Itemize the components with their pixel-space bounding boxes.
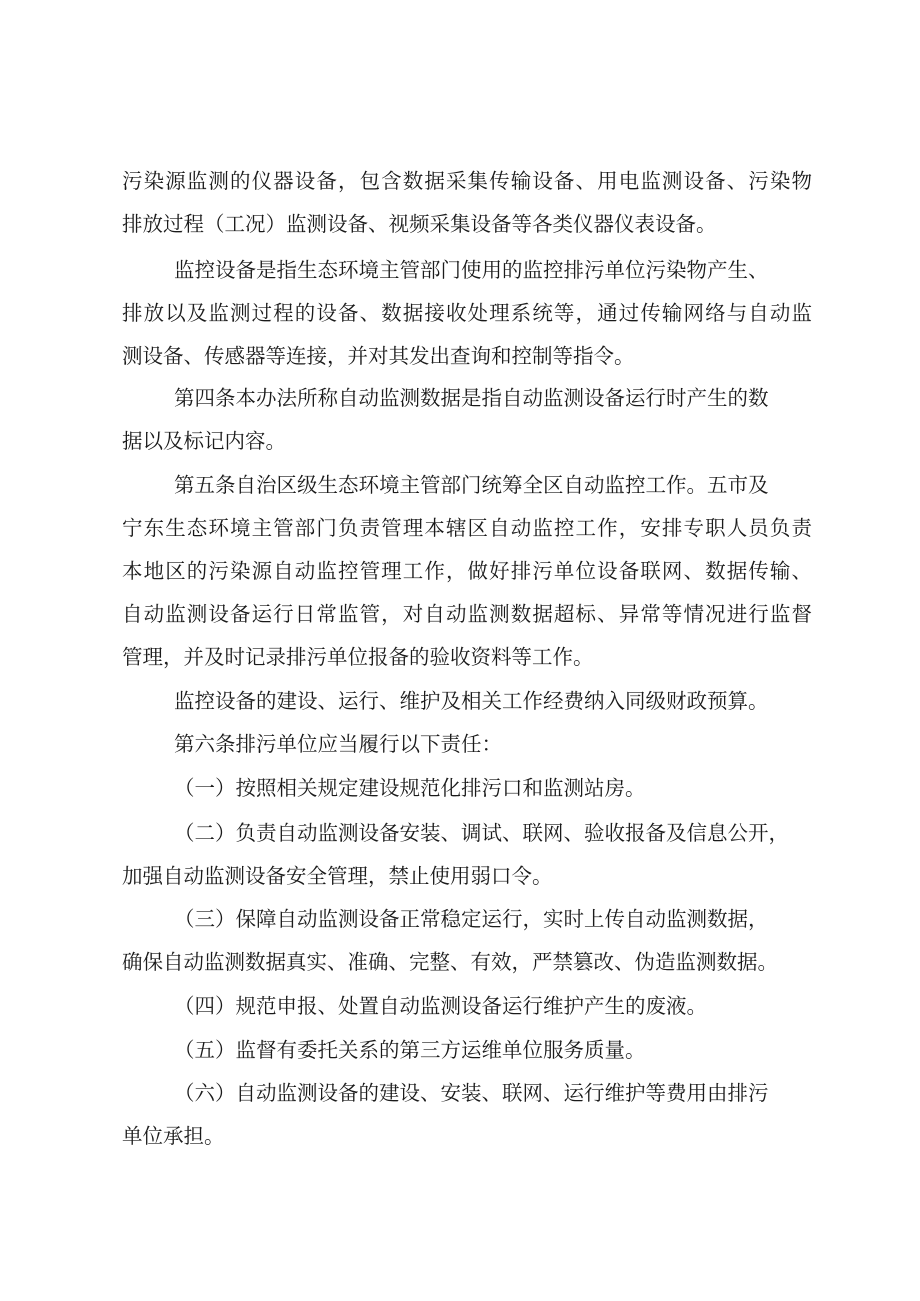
paragraph-instrument-equipment — [122, 160, 812, 246]
text-line: 测设备、传感器等连接，并对其发出查询和控制等指令。 — [122, 344, 635, 368]
list-item-4 — [122, 985, 812, 1028]
text-line: 监控设备是指生态环境主管部门使用的监控排污单位污染物产生、 — [174, 258, 769, 282]
list-item-2 — [122, 812, 812, 898]
list-item-3 — [122, 898, 812, 984]
text-line: （四）规范申报、处置自动监测设备运行维护产生的废液。 — [174, 994, 707, 1018]
text-line: （一）按照相关规定建设规范化排污口和监测站房。 — [174, 776, 646, 800]
paragraph-article-4 — [122, 377, 812, 463]
text-line: 监控设备的建设、运行、维护及相关工作经费纳入同级财政预算。 — [174, 689, 769, 713]
text-line: （五）监督有委托关系的第三方运维单位服务质量。 — [174, 1038, 646, 1062]
text-line: 排放以及监测过程的设备、数据接收处理系统等，通过传输网络与自动监 — [122, 301, 812, 325]
paragraph-article-5 — [122, 464, 812, 679]
text-line: 单位承担。 — [122, 1124, 225, 1148]
text-line: 自动监测设备运行日常监管，对自动监测数据超标、异常等情况进行监督 — [122, 602, 812, 626]
text-line: 第六条排污单位应当履行以下责任： — [174, 732, 502, 756]
list-item-6 — [122, 1072, 812, 1158]
text-line: （六）自动监测设备的建设、安装、联网、运行维护等费用由排污 — [174, 1081, 769, 1105]
text-line: 据以及标记内容。 — [122, 429, 286, 453]
text-line: （二）负责自动监测设备安装、调试、联网、验收报备及信息公开， — [174, 821, 789, 845]
list-item-1 — [122, 767, 812, 810]
text-line: （三）保障自动监测设备正常稳定运行，实时上传自动监测数据， — [174, 907, 769, 931]
text-line: 第五条自治区级生态环境主管部门统筹全区自动监控工作。五市及 — [174, 473, 769, 497]
paragraph-monitoring-equipment-definition — [122, 249, 812, 378]
text-line: 确保自动监测数据真实、准确、完整、有效，严禁篡改、伪造监测数据。 — [122, 950, 778, 974]
text-line: 排放过程（工况）监测设备、视频采集设备等各类仪器仪表设备。 — [122, 212, 717, 236]
text-line: 管理，并及时记录排污单位报备的验收资料等工作。 — [122, 645, 594, 669]
text-line: 加强自动监测设备安全管理，禁止使用弱口令。 — [122, 864, 553, 888]
list-item-5 — [122, 1029, 812, 1072]
text-line: 污染源监测的仪器设备，包含数据采集传输设备、用电监测设备、污染物 — [122, 169, 812, 193]
text-line: 宁东生态环境主管部门负责管理本辖区自动监控工作，安排专职人员负责 — [122, 516, 812, 540]
paragraph-funding — [122, 680, 812, 723]
paragraph-article-6 — [122, 723, 812, 766]
text-line: 第四条本办法所称自动监测数据是指自动监测设备运行时产生的数 — [174, 386, 769, 410]
text-line: 本地区的污染源自动监控管理工作，做好排污单位设备联网、数据传输、 — [122, 559, 812, 583]
